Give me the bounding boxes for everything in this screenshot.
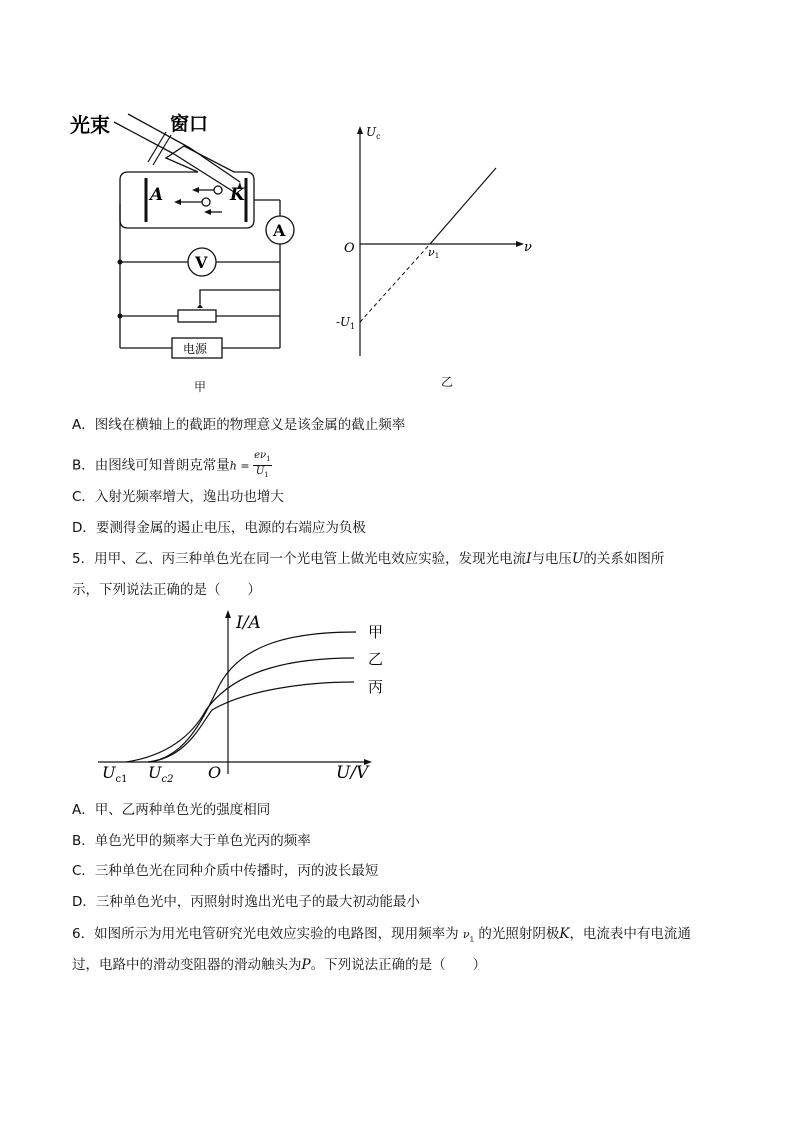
curve-jia [148,632,356,762]
y-axis-label: $U_c$ [366,125,381,141]
planck-formula-fraction: $\frac{e\nu_1}{U_1}$ [254,450,271,479]
uc1-label: $U_{c1}$ [102,763,128,785]
origin-label: O [344,241,355,256]
figure-jia-caption: 甲 [194,380,207,394]
curve-bing-label: 丙 [368,678,384,696]
q5-option-c: C．三种单色光在同种介质中传播时，丙的波长最短 [72,863,379,879]
q5-option-d: D．三种单色光中，丙照射时逸出光电子的最大初动能最小 [72,894,420,910]
origin-label: O [208,763,222,782]
window-label: 窗口 [170,113,209,135]
anode-label: A [150,185,164,205]
curve-yi [126,658,354,762]
x-axis-label: U/V [336,763,369,783]
q4-option-c: C．入射光频率增大，逸出功也增大 [72,489,284,505]
y-axis-label: I/A [236,613,261,633]
q5-option-a: A．甲、乙两种单色光的强度相同 [72,802,271,818]
iv-curve-chart [96,606,396,788]
x-intercept-label: ν1 [428,246,440,260]
q5-stem-line1: 5．用甲、乙、丙三种单色光在同一个光电管上做光电效应实验，发现光电流I与电压U的关系如图所 [72,551,665,567]
q4-option-a: A．图线在横轴上的截距的物理意义是该金属的截止频率 [72,417,406,433]
x-axis-label: ν [524,240,532,255]
figure-yi-caption: 乙 [441,375,454,389]
q5-stem-line2: 示，下列说法正确的是（ ） [72,582,261,598]
q4-option-d: D．要测得金属的遏止电压，电源的右端应为负极 [72,520,366,536]
q5-option-b: B．单色光甲的频率大于单色光丙的频率 [72,833,311,849]
rheostat-slider [200,290,280,304]
circuit-diagram [66,108,306,368]
uc2-label: $U_{c2}$ [148,763,174,785]
q6-stem-line1: 6．如图所示为用光电管研究光电效应实验的电路图，现用频率为 $\nu_1$ 的光照射阴极K，电流表中有电流通 [72,926,691,944]
light-beam-label: 光束 [70,113,110,137]
ammeter-label: A [273,221,286,240]
q4-option-b: B．由图线可知普朗克常量h = $\frac{e\nu_1}{U_1}$ [72,450,271,479]
y-intercept-label: $-U_1$ [336,315,356,331]
q6-stem-line2: 过，电路中的滑动变阻器的滑动触头为P。下列说法正确的是（ ） [72,957,487,973]
rheostat [178,310,216,322]
power-source-label: 电源 [183,342,208,356]
cathode-label: K [230,185,245,205]
uc-frequency-graph [330,120,540,365]
curve-bing [148,682,354,762]
voltmeter-label: V [195,253,208,272]
curve-yi-label: 乙 [368,650,384,668]
curve-jia-label: 甲 [368,623,384,641]
